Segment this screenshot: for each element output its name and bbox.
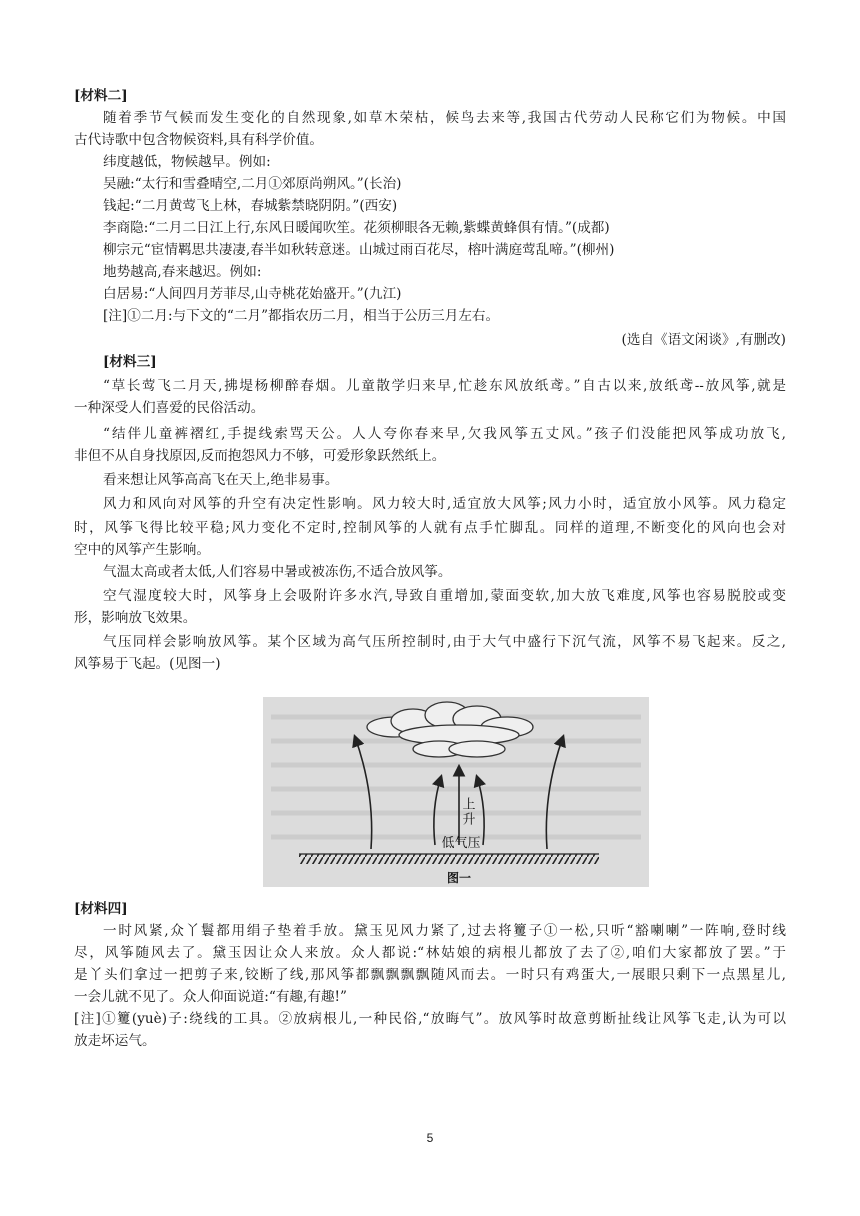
material3-line: 时，风筝飞得比较平稳;风力变化不定时,控制风筝的人就有点手忙脚乱。同样的道理,不断变化的风向也会对 — [74, 520, 786, 536]
material3-heading: [材料三] — [103, 354, 157, 370]
material3-line: 空气湿度较大时，风筝身上会吸附许多水汽,导致自重增加,蒙面变软,加大放飞难度,风筝也容易脱胶或变 — [103, 588, 786, 604]
material2-poem: 白居易:“人间四月芳菲尽,山寺桃花始盛开。”(九江) — [103, 286, 402, 302]
material4-note: 放走坏运气。 — [74, 1033, 156, 1049]
material3-line: 空中的风筝产生影响。 — [74, 542, 210, 558]
material3-line: 形，影响放飞效果。 — [74, 610, 197, 626]
material2-source: (选自《语文闲谈》,有删改) — [621, 332, 786, 348]
material3-line: “结伴儿童裤褶红,手提线索骂天公。人人夸你春来早,欠我风筝五丈风。”孩子们没能把风筝成功放飞, — [103, 426, 786, 442]
material3-line: 一种深受人们喜爱的民俗活动。 — [74, 400, 265, 416]
material4-line: 一时风紧,众丫鬟都用绢子垫着手放。黛玉见风力紧了,过去将籰子①一松,只听“豁喇喇”一阵响,登时线 — [103, 923, 786, 939]
label-rise: 上升 — [459, 797, 475, 827]
material2-poem: 柳宗元“宦情羁思共凄凄,春半如秋转意迷。山城过雨百花尽，榕叶满庭莺乱啼。”(柳州) — [103, 242, 615, 258]
material3-line: 气压同样会影响放风筝。某个区域为高气压所控制时,由于大气中盛行下沉气流，风筝不易飞起来。反之, — [103, 634, 786, 650]
material2-note: [注]①二月:与下文的“二月”都指农历二月，相当于公历三月左右。 — [103, 308, 500, 324]
material4-note: [注]①籰(yuè)子:绕线的工具。②放病根儿,一种民俗,“放晦气”。放风筝时故意剪断扯线让风筝飞走,认为可以 — [74, 1011, 786, 1027]
material3-line: “草长莺飞二月天,拂堤杨柳醉春烟。儿童散学归来早,忙趁东风放纸鸢。”自古以来,放纸鸢--放风筝,就是 — [103, 378, 786, 394]
material4-line: 是丫头们拿过一把剪子来,铰断了线,那风筝都飘飘飘飘随风而去。一时只有鸡蛋大,一展眼只剩下一点黑星儿, — [74, 967, 786, 983]
material3-line: 看来想让风筝高高飞在天上,绝非易事。 — [103, 472, 339, 488]
material4-line: 一会儿就不见了。众人仰面说道:“有趣,有趣!” — [74, 989, 347, 1005]
material3-line: 风力和风向对风筝的升空有决定性影响。风力较大时,适宜放大风筝;风力小时，适宜放小风筝。风力稳定 — [103, 496, 786, 512]
material2-heading: [材料二] — [74, 88, 128, 104]
material4-heading: [材料四] — [74, 901, 128, 917]
figure-caption: 图一 — [446, 871, 472, 885]
figure-low-pressure — [263, 697, 649, 887]
material2-poem: 吴融:“太行和雪叠晴空,二月①郊原尚朔风。”(长治) — [103, 176, 402, 192]
material4-line: 尽，风筝随风去了。黛玉因让众人来放。众人都说:“林姑娘的病根儿都放了去了②,咱们大家都放了罢。”于 — [74, 945, 786, 961]
material3-line: 风筝易于飞起。(见图一) — [74, 656, 221, 672]
cloud-icon — [367, 702, 533, 757]
material2-line: 纬度越低，物候越早。例如: — [103, 154, 271, 170]
material2-line: 古代诗歌中包含物候资料,具有科学价值。 — [74, 132, 324, 148]
label-low-pressure: 低气压 — [441, 836, 481, 851]
page-number: 5 — [426, 1131, 434, 1145]
material2-poem: 钱起:“二月黄莺飞上林，春城紫禁晓阴阴。”(西安) — [103, 198, 398, 214]
material2-poem: 李商隐:“二月二日江上行,东风日暖闻吹笙。花须柳眼各无赖,紫蝶黄蜂俱有情。”(成都) — [103, 220, 610, 236]
figure-diagram — [263, 697, 649, 887]
material3-line: 气温太高或者太低,人们容易中暑或被冻伤,不适合放风筝。 — [103, 564, 452, 580]
material3-line: 非但不从自身找原因,反而抱怨风力不够，可爱形象跃然纸上。 — [74, 448, 446, 464]
material2-line: 随着季节气候而发生变化的自然现象,如草木荣枯，候鸟去来等,我国古代劳动人民称它们为物候。中国 — [103, 110, 786, 126]
material2-line: 地势越高,春来越迟。例如: — [103, 264, 262, 280]
